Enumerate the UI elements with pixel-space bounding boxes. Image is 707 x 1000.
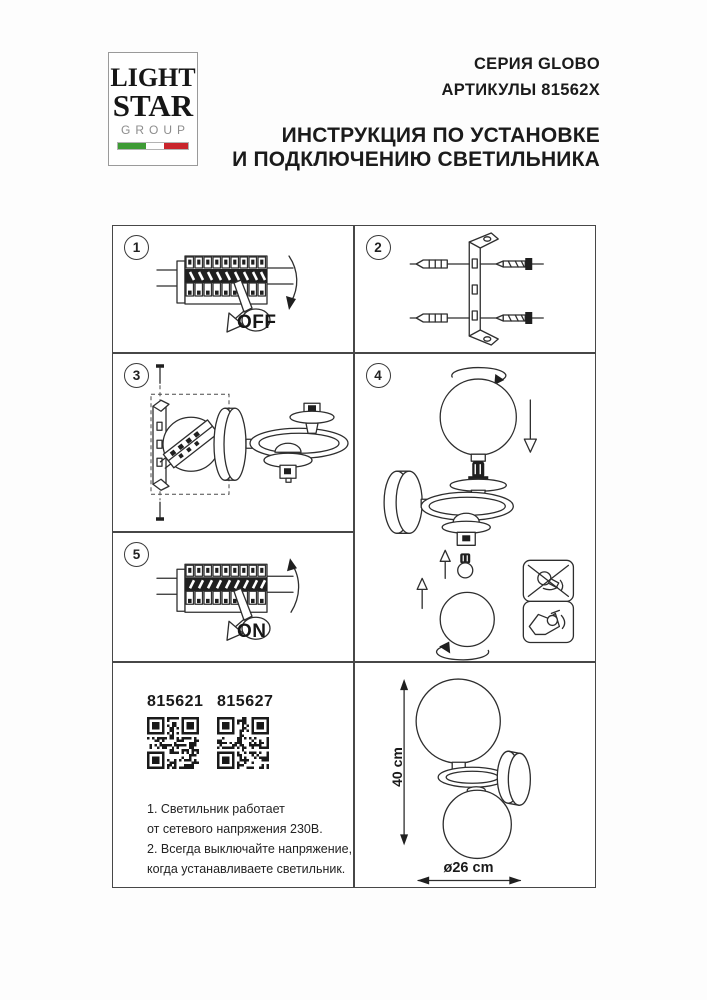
note-line: от сетевого напряжения 230В. bbox=[147, 821, 323, 836]
step-panel-3 bbox=[113, 354, 353, 532]
note-line: когда устанавливаете светильник. bbox=[147, 862, 346, 877]
step-number-badge: 3 bbox=[124, 363, 149, 388]
article-number: 815627 bbox=[217, 692, 274, 710]
logo-word-group: GROUP bbox=[120, 123, 190, 138]
qr-code bbox=[147, 717, 199, 769]
breaker-state-label: OFF bbox=[237, 312, 277, 333]
step-number-badge: 1 bbox=[124, 235, 149, 260]
step-panel-5 bbox=[113, 533, 353, 662]
no-bare-hand-bulb-icon bbox=[523, 560, 573, 601]
instruction-grid bbox=[112, 225, 596, 888]
down-arrow-icon bbox=[524, 400, 536, 452]
base-mounting-drawing bbox=[113, 354, 353, 532]
safety-notes bbox=[147, 799, 352, 880]
step-panel-4 bbox=[355, 354, 595, 662]
insert-bulb-icon bbox=[457, 553, 472, 578]
circuit-breaker-icon bbox=[157, 564, 293, 612]
article-number: 815621 bbox=[147, 692, 204, 710]
logo-word-star: STAR bbox=[112, 87, 194, 123]
bottom-globe bbox=[443, 790, 511, 858]
note-line: 2. Всегда выключайте напряжение, bbox=[147, 842, 353, 856]
wall-plate-icon bbox=[497, 751, 530, 805]
screw-top-icon bbox=[156, 364, 164, 404]
step-number-badge: 4 bbox=[366, 363, 391, 388]
bottom-globe bbox=[440, 592, 494, 646]
instruction-title-line1: ИНСТРУКЦИЯ ПО УСТАНОВКЕ bbox=[281, 124, 600, 148]
wiring-detail-circle bbox=[158, 417, 219, 472]
dimensions-panel bbox=[355, 663, 595, 887]
circuit-breaker-icon bbox=[157, 256, 293, 304]
turn-off-arrow-icon bbox=[286, 256, 297, 310]
globe-assembly-drawing bbox=[355, 354, 595, 662]
qr-code bbox=[217, 717, 269, 769]
turn-on-arrow-icon bbox=[287, 558, 299, 612]
breaker-off-drawing bbox=[113, 226, 353, 352]
brand-logo bbox=[108, 52, 198, 166]
articles-title: АРТИКУЛЫ 81562X bbox=[441, 80, 600, 99]
ring-body-icon bbox=[438, 767, 506, 787]
product-info-panel bbox=[113, 663, 353, 887]
product-item bbox=[217, 692, 274, 769]
height-dimension-label: 40 cm bbox=[388, 746, 405, 787]
step-number-badge: 2 bbox=[366, 235, 391, 260]
italian-flag-icon bbox=[117, 142, 189, 150]
wall-bracket-icon bbox=[469, 233, 498, 345]
header-titles bbox=[232, 52, 600, 173]
use-cloth-bulb-icon bbox=[523, 601, 573, 642]
diameter-dimension-line bbox=[417, 876, 521, 884]
breaker-on-drawing bbox=[113, 533, 353, 662]
instruction-title-line2: И ПОДКЛЮЧЕНИЮ СВЕТИЛЬНИКА bbox=[232, 148, 600, 172]
up-arrow-2-icon bbox=[417, 578, 427, 608]
up-arrow-icon bbox=[440, 550, 450, 578]
product-item bbox=[147, 692, 204, 769]
step-panel-2 bbox=[355, 226, 595, 352]
logo-word-light: LIGHT bbox=[110, 63, 196, 92]
top-globe bbox=[416, 679, 500, 763]
breaker-state-label: ON bbox=[237, 620, 267, 642]
step-panel-1 bbox=[113, 226, 353, 352]
canopy-icon bbox=[214, 408, 255, 480]
diameter-dimension-label: ø26 cm bbox=[443, 859, 494, 876]
top-globe bbox=[440, 379, 516, 455]
series-title: СЕРИЯ GLOBO bbox=[473, 55, 600, 73]
product-list bbox=[147, 692, 274, 769]
step-number-badge: 5 bbox=[124, 542, 149, 567]
note-line: 1. Светильник работает bbox=[147, 801, 285, 816]
